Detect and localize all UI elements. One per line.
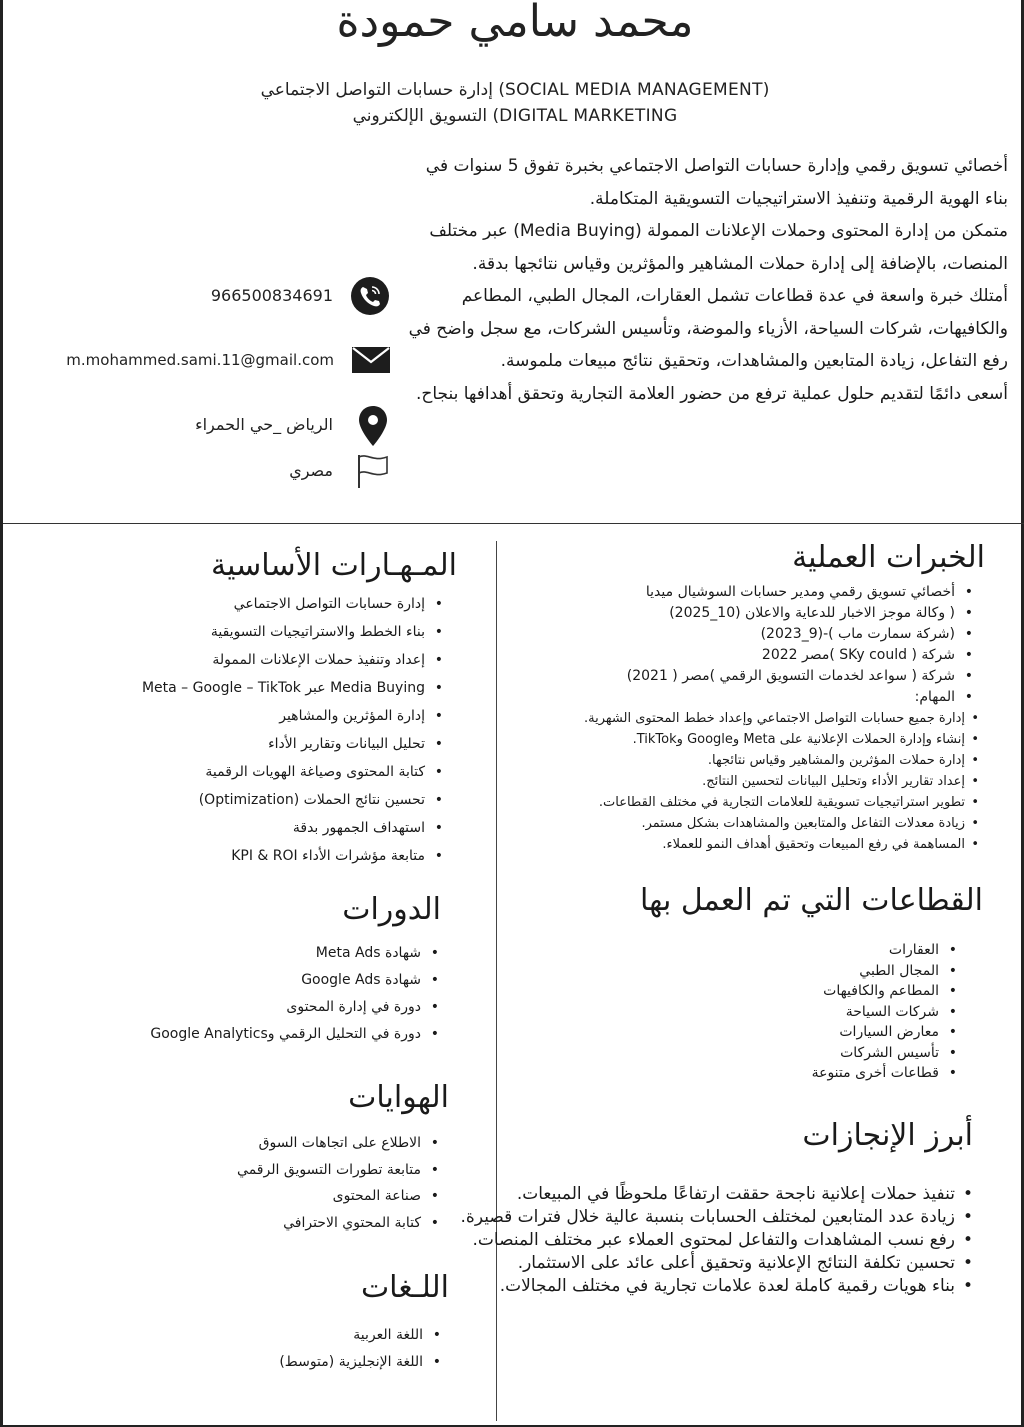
list-item: • دورة في التحليل الرقمي وGoogle Analytics [150, 1021, 443, 1048]
job-title-line-1: إدارة حسابات التواصل الاجتماعي (SOCIAL MEDIA MANAGEMENT) [260, 80, 770, 100]
experience-heading: الخبرات العملية [792, 540, 985, 575]
envelope-icon [351, 345, 391, 375]
experience-list [627, 582, 977, 708]
flag-icon [355, 453, 391, 489]
courses-list [150, 940, 443, 1048]
summary-paragraph: أمتلك خبرة واسعة في عدة قطاعات تشمل العقارات، المجال الطبي، المطاعم والكافيهات، شركات السياحة، الأزياء والموضة، وتأسيس الشركات، مع سجل واضح في رفع التفاعل، زيادة المتابعين والمشاهدات، وتحقيق نتائج مبيعات ملموسة. [408, 286, 1008, 371]
list-item: • متابعة مؤشرات الأداء KPI & ROI [142, 842, 447, 870]
location-text: الرياض _حي الحمراء [195, 415, 333, 434]
languages-heading: اللـغات [360, 1270, 449, 1305]
list-item: • Media Buying عبر Meta – Google – TikTok [142, 674, 447, 702]
list-item: • زيادة معدلات التفاعل والمتابعين والمشاهدات بشكل مستمر. [584, 813, 979, 834]
profile-summary [408, 150, 1008, 410]
job-title-line-2: التسويق الإلكتروني (DIGITAL MARKETING [352, 106, 678, 126]
list-item: • قطاعات أخرى متنوعة [812, 1063, 961, 1084]
list-item: • استهداف الجمهور بدقة [142, 814, 447, 842]
location-pin-icon [357, 405, 389, 447]
list-item: • تطوير استراتيجيات تسويقية للعلامات التجارية في مختلف القطاعات. [584, 792, 979, 813]
list-item: • بناء هويات رقمية كاملة لعدة علامات تجارية في مختلف المجالات. [509, 1275, 977, 1298]
list-item: • تحليل البيانات وتقارير الأداء [142, 730, 447, 758]
list-item: • أخصائي تسويق رقمي ومدير حسابات السوشيال ميديا [627, 582, 977, 603]
list-item: • دورة في إدارة المحتوى [150, 994, 443, 1021]
list-item: • تنفيذ حملات إعلانية ناجحة حققت ارتفاعًا ملحوظًا في المبيعات. [509, 1183, 977, 1206]
summary-paragraph: أخصائي تسويق رقمي وإدارة حسابات التواصل الاجتماعي بخبرة تفوق 5 سنوات في بناء الهوية الرقمية وتنفيذ الاستراتيجيات التسويقية المتكاملة. [425, 156, 1008, 209]
achievements-list [460, 1183, 977, 1298]
sectors-list [812, 940, 961, 1084]
skills-heading: المـهـارات الأساسية [211, 548, 457, 583]
list-item: • المساهمة في رفع المبيعات وتحقيق أهداف النمو للعملاء. [584, 834, 979, 855]
list-item: • شركة ( سواعد لخدمات التسويق الرقمي )مصر ( 2021) [627, 666, 977, 687]
list-item: • العقارات [812, 940, 961, 961]
list-item: • إعداد تقارير الأداء وتحليل البيانات لتحسين النتائج. [584, 771, 979, 792]
hobbies-heading: الهوايات [348, 1080, 449, 1115]
phone-icon [349, 275, 391, 317]
list-item: • إدارة المؤثرين والمشاهير [142, 702, 447, 730]
summary-paragraph: أسعى دائمًا لتقديم حلول عملية ترفع من حضور العلامة التجارية وتحقق أهدافها بنجاح. [415, 383, 1008, 404]
list-item: • صناعة المحتوى [237, 1183, 443, 1210]
list-item: • الاطلاع على اتجاهات السوق [237, 1130, 443, 1157]
list-item: • بناء الخطط والاستراتيجيات التسويقية [142, 618, 447, 646]
header-divider [3, 523, 1024, 524]
list-item: • إنشاء وإدارة الحملات الإعلانية على Meta وGoogle وTikTok. [584, 729, 979, 750]
list-item: • شهادة Google Ads [150, 967, 443, 994]
languages-list [279, 1322, 445, 1376]
list-item: • إدارة حملات المؤثرين والمشاهير وقياس نتائجها. [584, 750, 979, 771]
list-item: • كتابة المحتوي الاحترافي [237, 1210, 443, 1237]
list-item: • شهادة Meta Ads [150, 940, 443, 967]
hobbies-list [237, 1130, 443, 1236]
summary-paragraph: متمكن من إدارة المحتوى وحملات الإعلانات الممولة (Media Buying) عبر مختلف المنصات، بالإضافة إلى إدارة حملات المشاهير والمؤثرين وقياس نتائجها بدقة. [429, 221, 1008, 274]
achievements-heading: أبرز الإنجازات [802, 1118, 973, 1153]
sectors-heading: القطاعات التي تم العمل بها [639, 883, 983, 918]
email-address[interactable]: m.mohammed.sami.11@gmail.com [66, 351, 334, 369]
list-item: • متابعة تطورات التسويق الرقمي [237, 1157, 443, 1184]
candidate-name: محمد سامي حمودة [336, 0, 694, 47]
list-item: • كتابة المحتوى وصياغة الهويات الرقمية [142, 758, 447, 786]
list-item: • رفع نسب المشاهدات والتفاعل لمحتوى العملاء عبر مختلف المنصات. [509, 1229, 977, 1252]
list-item: • تحسين نتائج الحملات (Optimization) [142, 786, 447, 814]
phone-number: 966500834691 [210, 286, 333, 305]
list-item: • إدارة حسابات التواصل الاجتماعي [142, 590, 447, 618]
list-item: • إعداد وتنفيذ حملات الإعلانات الممولة [142, 646, 447, 674]
skills-list [142, 590, 447, 870]
list-item: • ( وكالة موجز الاخبار للدعاية والاعلان (10_2025) [627, 603, 977, 624]
list-item: • المجال الطبي [812, 961, 961, 982]
list-item: • معارض السيارات [812, 1022, 961, 1043]
list-item: • اللغة الإنجليزية (متوسط) [279, 1349, 445, 1376]
list-item: • (شركة سمارت ماب )-(9_2023) [627, 624, 977, 645]
list-item: • إدارة جميع حسابات التواصل الاجتماعي وإعداد خطط المحتوى الشهرية. [584, 708, 979, 729]
list-item: • المطاعم والكافيهات [812, 981, 961, 1002]
list-item: • المهام: [627, 687, 977, 708]
tasks-list [584, 708, 979, 855]
nationality-text: مصري [289, 461, 333, 480]
courses-heading: الدورات [342, 892, 441, 927]
list-item: • زيادة عدد المتابعين لمختلف الحسابات بنسبة عالية خلال فترات قصيرة. [509, 1206, 977, 1229]
list-item: • تحسين تكلفة النتائج الإعلانية وتحقيق أعلى عائد على الاستثمار. [509, 1252, 977, 1275]
column-divider [496, 541, 497, 1421]
list-item: • شركة ( SKy could )مصر 2022 [627, 645, 977, 666]
list-item: • تأسيس الشركات [812, 1043, 961, 1064]
list-item: • اللغة العربية [279, 1322, 445, 1349]
list-item: • شركات السياحة [812, 1002, 961, 1023]
